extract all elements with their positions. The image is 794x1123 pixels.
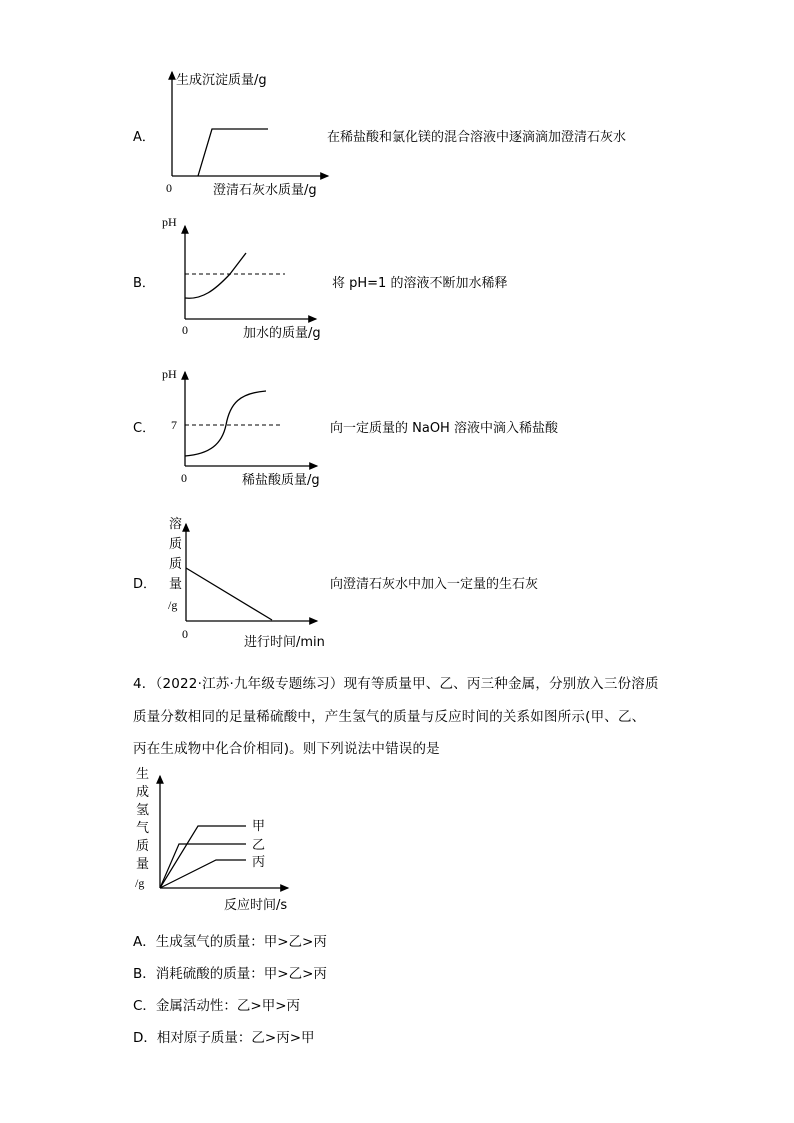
option-b-origin: 0 [182, 323, 188, 337]
option-a-description: 在稀盐酸和氯化镁的混合溶液中逐滴滴加澄清石灰水 [327, 130, 627, 145]
option-d-xlabel: 进行时间/min [244, 635, 325, 650]
question-4-xlabel: 反应时间/s [224, 898, 288, 913]
option-d-description: 向澄清石灰水中加入一定量的生石灰 [330, 577, 539, 592]
series-yi-label: 乙 [252, 838, 266, 853]
option-d-origin: 0 [182, 627, 188, 641]
option-c-ylabel: pH [162, 367, 177, 381]
option-c-origin: 0 [181, 471, 187, 485]
option-b-ylabel: pH [162, 215, 177, 229]
choice-b[interactable]: B．消耗硫酸的质量：甲>乙>丙 [133, 966, 327, 982]
option-c-graph [160, 358, 340, 493]
option-c-letter: C． [133, 421, 156, 436]
option-a-ylabel: 生成沉淀质量/g [176, 73, 267, 88]
question-4-graph [128, 762, 308, 914]
question-4-ylabel-0: 生 [136, 767, 150, 782]
option-b-xlabel: 加水的质量/g [243, 326, 321, 341]
choice-a[interactable]: A．生成氢气的质量：甲>乙>丙 [133, 934, 327, 950]
option-b-letter: B． [133, 276, 155, 291]
question-4-line-3: 丙在生成物中化合价相同)。则下列说法中错误的是 [133, 741, 440, 757]
option-d-ylabel-2: 质 [169, 557, 183, 572]
option-d-ylabel-4: /g [168, 598, 178, 612]
option-c-xlabel: 稀盐酸质量/g [242, 473, 320, 488]
option-c-curve [185, 391, 266, 456]
question-4-ylabel-5: 量 [136, 857, 150, 872]
option-d-curve [186, 568, 272, 620]
question-4-line-1: 4．（2022·江苏·九年级专题练习）现有等质量甲、乙、丙三种金属，分别放入三份溶质 [133, 676, 659, 692]
option-d-ylabel-1: 质 [169, 537, 183, 552]
option-a-origin: 0 [166, 181, 172, 195]
question-4-ylabel-1: 成 [136, 785, 150, 800]
option-d-letter: D． [133, 577, 157, 592]
option-d-ylabel-3: 量 [169, 577, 183, 592]
option-c-description: 向一定质量的 NaOH 溶液中滴入稀盐酸 [330, 421, 558, 436]
question-4-ylabel-4: 质 [136, 839, 150, 854]
question-4-ylabel-6: /g [135, 876, 145, 890]
question-4-ylabel-2: 氢 [136, 803, 150, 818]
question-4-ylabel-3: 气 [136, 821, 150, 836]
option-a-letter: A． [133, 130, 155, 145]
series-bing-line [160, 860, 246, 888]
option-b-description: 将 pH=1 的溶液不断加水稀释 [332, 276, 508, 291]
option-a-xlabel: 澄清石灰水质量/g [213, 183, 317, 198]
option-d-graph [160, 512, 350, 652]
option-b-curve [185, 253, 246, 298]
option-a-curve [198, 129, 268, 176]
option-c-tick-7: 7 [171, 418, 177, 432]
choice-d[interactable]: D．相对原子质量：乙>丙>甲 [133, 1030, 315, 1046]
option-b-graph [160, 212, 340, 347]
option-d-ylabel-0: 溶 [169, 517, 183, 532]
question-4-line-2: 质量分数相同的足量稀硫酸中，产生氢气的质量与反应时间的关系如图所示(甲、乙、 [133, 709, 646, 725]
series-jia-label: 甲 [252, 819, 266, 834]
series-bing-label: 丙 [252, 855, 266, 870]
choice-c[interactable]: C．金属活动性：乙>甲>丙 [133, 998, 301, 1014]
